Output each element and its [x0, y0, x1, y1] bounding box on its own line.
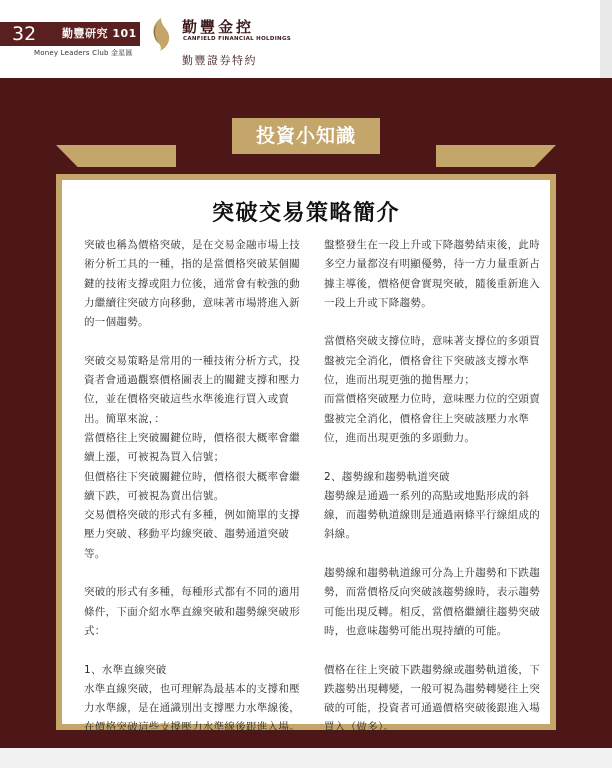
- paragraph-gap: [324, 448, 546, 467]
- paragraph: 盤整發生在一段上升或下降趨勢結束後，此時多空力量都沒有明顯優勢，待一方力量重新占據主導後，價格便會實現突破，隨後重新進入一段上升或下降趨勢。: [324, 239, 540, 309]
- subheading: 1、水準直線突破: [84, 663, 167, 676]
- paragraph: 趨勢線和趨勢軌道線可分為上升趨勢和下跌趨勢，而當價格反向突破該趨勢線時，表示趨勢可能出現反轉。相反，當價格繼續往趨勢突破時，也意味趨勢可能出現持續的可能。: [324, 567, 540, 637]
- paragraph: 突破的形式有多種，每種形式都有不同的適用條件，下面介紹水準直線突破和趨勢線突破形式：: [84, 586, 300, 637]
- right-column: [324, 236, 546, 738]
- paragraph: 交易價格突破的形式有多種，例如簡單的支撐壓力突破、移動平均線突破、趨勢通道突破等。: [84, 509, 300, 560]
- page-number: 32: [12, 23, 37, 45]
- paragraph: 突破交易策略是常用的一種技術分析方式，投資者會通過觀察價格圖表上的關鍵支撐和壓力位，並在價格突破這些水準後進行買入或賣出。簡單來說，：: [84, 354, 300, 425]
- bottom-strip: [0, 748, 612, 768]
- club-name: Money Leaders Club 金星匯: [34, 49, 133, 57]
- paragraph: 價格在往上突破下跌趨勢線或趨勢軌道後，下跌趨勢出現轉變，一般可視為趨勢轉變往上突破的可能，投資者可通過價格突破後跟進入場買入（做多）。: [324, 663, 540, 734]
- paragraph: 趨勢線是通過一系列的高點或地點形成的斜線，而趨勢軌道線則是通過兩條平行線組成的斜線。: [324, 489, 540, 541]
- brand-logo-icon: [148, 16, 174, 52]
- paragraph-gap: [324, 545, 546, 564]
- left-column: [84, 236, 306, 738]
- brand-name: 勤豐金控: [182, 18, 255, 36]
- paragraph: 突破也稱為價格突破，是在交易金融市場上技術分析工具的一種，指的是當價格突破某個關鍵的技術支撐或阻力位後，通常會有較強的動力繼續往突破方向移動，意味著市場將進入新的一個趨勢。: [84, 239, 300, 329]
- article-title: 突破交易策略簡介: [211, 201, 400, 226]
- paragraph-gap: [84, 641, 306, 660]
- series-title: 勤豐研究 101: [62, 27, 137, 40]
- section-banner: 投資小知識: [255, 125, 356, 147]
- subheading: 2、趨勢線和趨勢軌道突破: [324, 470, 450, 483]
- paragraph: 而當價格突破壓力位時，意味壓力位的空頭賣盤被完全消化，價格會往上突破該壓力水準位，進而出現更強的多頭動力。: [324, 393, 540, 444]
- paragraph: 當價格往上突破關鍵位時，價格很大概率會繼續上漲，可被視為買入信號；: [84, 431, 300, 464]
- brand-name-en: CANFIELD FINANCIAL HOLDINGS: [183, 36, 292, 42]
- sponsor-label: 勤豐證券特約: [182, 54, 257, 67]
- paragraph: 水準直線突破，也可理解為最基本的支撐和壓力水準線，是在通識別出支撐壓力水準線後，在價格突破這些支撐壓力水準線後跟進入場。: [84, 682, 300, 734]
- paragraph-gap: [324, 313, 546, 332]
- paragraph-gap: [84, 564, 306, 583]
- paragraph: 當價格突破支撐位時，意味著支撐位的多頭買盤被完全消化，價格會往下突破該支撐水準位，進而出現更強的拋售壓力；: [324, 335, 540, 387]
- paragraph: 但價格往下突破關鍵位時，價格很大概率會繼續下跌，可被視為賣出信號。: [84, 470, 300, 502]
- paragraph-gap: [84, 332, 306, 351]
- page-header: [0, 0, 612, 76]
- paragraph-gap: [324, 641, 546, 660]
